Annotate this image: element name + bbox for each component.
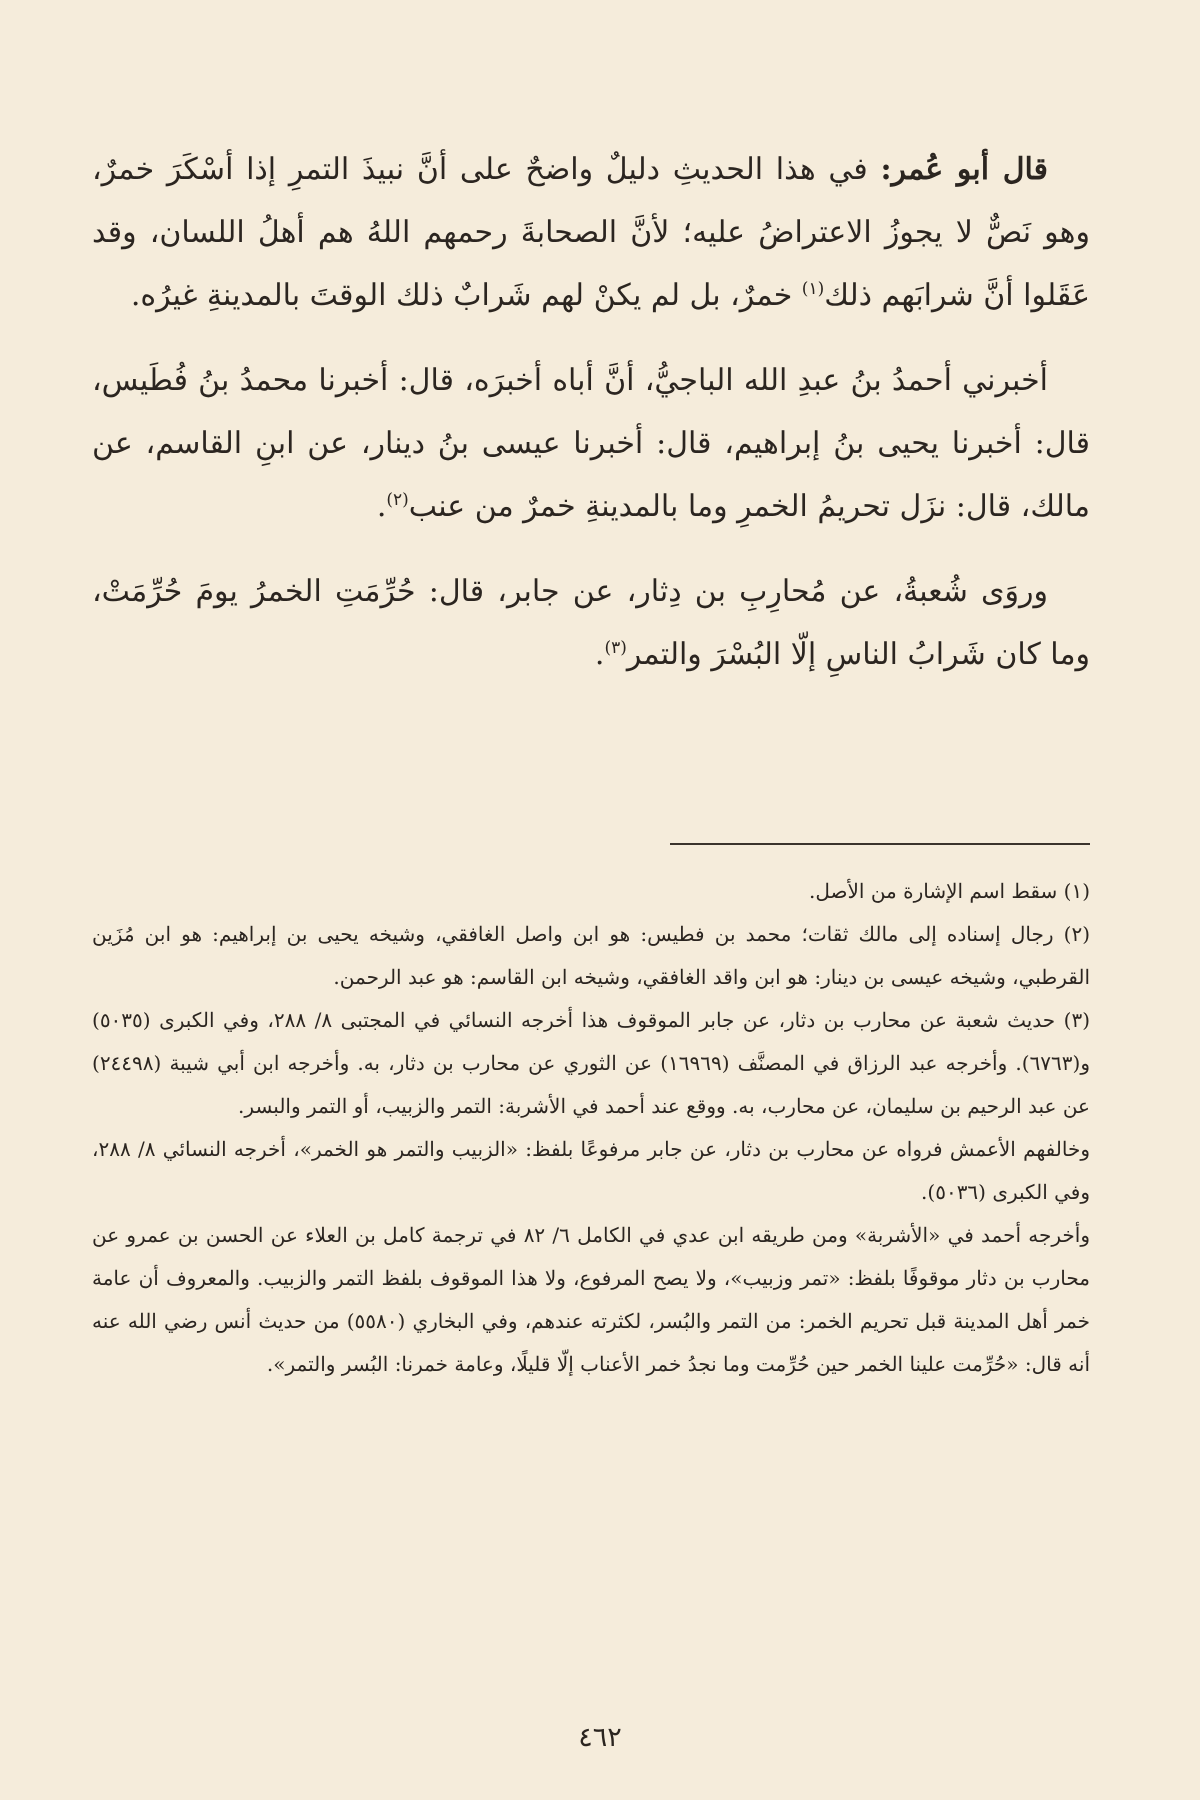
footnote-2: (٢) رجال إسناده إلى مالك ثقات؛ محمد بن فطيس: هو ابن واصل الغافقي، وشيخه يحيى بن إبراهيم: هو ابن مُزَين القرطبي، وشيخه عيسى بن دينار: هو ابن واقد الغافقي، وشيخه ابن القاسم: هو عبد الرحمن. (92, 922, 1090, 989)
paragraph-3-end: . (594, 637, 605, 672)
paragraph-1-tail: خمرٌ، بل لم يكنْ لهم شَرابٌ ذلك الوقتَ بالمدينةِ غيرُه. (130, 278, 793, 313)
paragraph-1-lead: قال أبو عُمر: (880, 152, 1048, 187)
footnote-ref-3[interactable]: (٣) (604, 638, 627, 658)
paragraph-2-end: . (376, 489, 387, 524)
footnote-3b: وخالفهم الأعمش فرواه عن محارب بن دثار، عن جابر مرفوعًا بلفظ: «الزبيب والتمر هو الخمر»، أخرجه النسائي ٨/ ٢٨٨، وفي الكبرى (٥٠٣٦). (92, 1137, 1090, 1204)
footnote-ref-1[interactable]: (١) (801, 279, 825, 299)
footnote-separator (670, 843, 1090, 845)
footnotes (92, 870, 1090, 1386)
footnote-ref-2[interactable]: (٢) (386, 490, 409, 510)
paragraph-1 (92, 138, 1090, 327)
footnote-3a: (٣) حديث شعبة عن محارب بن دثار، عن جابر الموقوف هذا أخرجه النسائي في المجتبى ٨/ ٢٨٨، وفي الكبرى (٥٠٣٥) و(٦٧٦٣). وأخرجه عبد الرزاق في المصنَّف (١٦٩٦٩) عن الثوري عن محارب بن دثار، به. وأخرجه ابن أبي شيبة (٢٤٤٩٨) عن عبد الرحيم بن سليمان، عن محارب، به. ووقع عند أحمد في الأشربة: التمر والزبيب، أو التمر والبسر. (92, 1008, 1090, 1118)
paragraph-2 (92, 349, 1090, 538)
footnote-3c: وأخرجه أحمد في «الأشربة» ومن طريقه ابن عدي في الكامل ٦/ ٨٢ في ترجمة كامل بن العلاء عن الحسن بن عمرو عن محارب بن دثار موقوفًا بلفظ: «تمر وزبيب»، ولا يصح المرفوع، ولا هذا الموقوف بلفظ التمر والزبيب. والمعروف أن عامة خمر أهل المدينة قبل تحريم الخمر: من التمر والبُسر، لكثرته عندهم، وفي البخاري (٥٥٨٠) من حديث أنس رضي الله عنه أنه قال: «حُرِّمت علينا الخمر حين حُرِّمت وما نجدُ خمر الأعناب إلّا قليلًا، وعامة خمرنا: البُسر والتمر». (92, 1223, 1090, 1376)
footnote-1: (١) سقط اسم الإشارة من الأصل. (809, 879, 1090, 903)
paragraph-3 (92, 560, 1090, 686)
main-text (92, 138, 1090, 708)
page-number: ٤٦٢ (578, 1722, 622, 1753)
paragraph-2-text: أخبرني أحمدُ بنُ عبدِ الله الباجيُّ، أنَّ أباه أخبرَه، قال: أخبرنا محمدُ بنُ فُطَيس، قال: أخبرنا يحيى بنُ إبراهيم، قال: أخبرنا عيسى بنُ دينار، عن ابنِ القاسم، عن مالك، قال: نزَل تحريمُ الخمرِ وما بالمدينةِ خمرٌ من عنب (92, 363, 1090, 524)
paragraph-3-text: وروَى شُعبةُ، عن مُحارِبِ بن دِثار، عن جابر، قال: حُرِّمَتِ الخمرُ يومَ حُرِّمَتْ، وما كان شَرابُ الناسِ إلّا البُسْرَ والتمر (92, 574, 1090, 672)
paragraph-1-text: في هذا الحديثِ دليلٌ واضحٌ على أنَّ نبيذَ التمرِ إذا أسْكَرَ خمرٌ، وهو نَصٌّ لا يجوزُ الاعتراضُ عليه؛ لأنَّ الصحابةَ رحمهم اللهُ هم أهلُ اللسان، وقد عَقَلوا أنَّ شرابَهم ذلك (92, 152, 1090, 313)
